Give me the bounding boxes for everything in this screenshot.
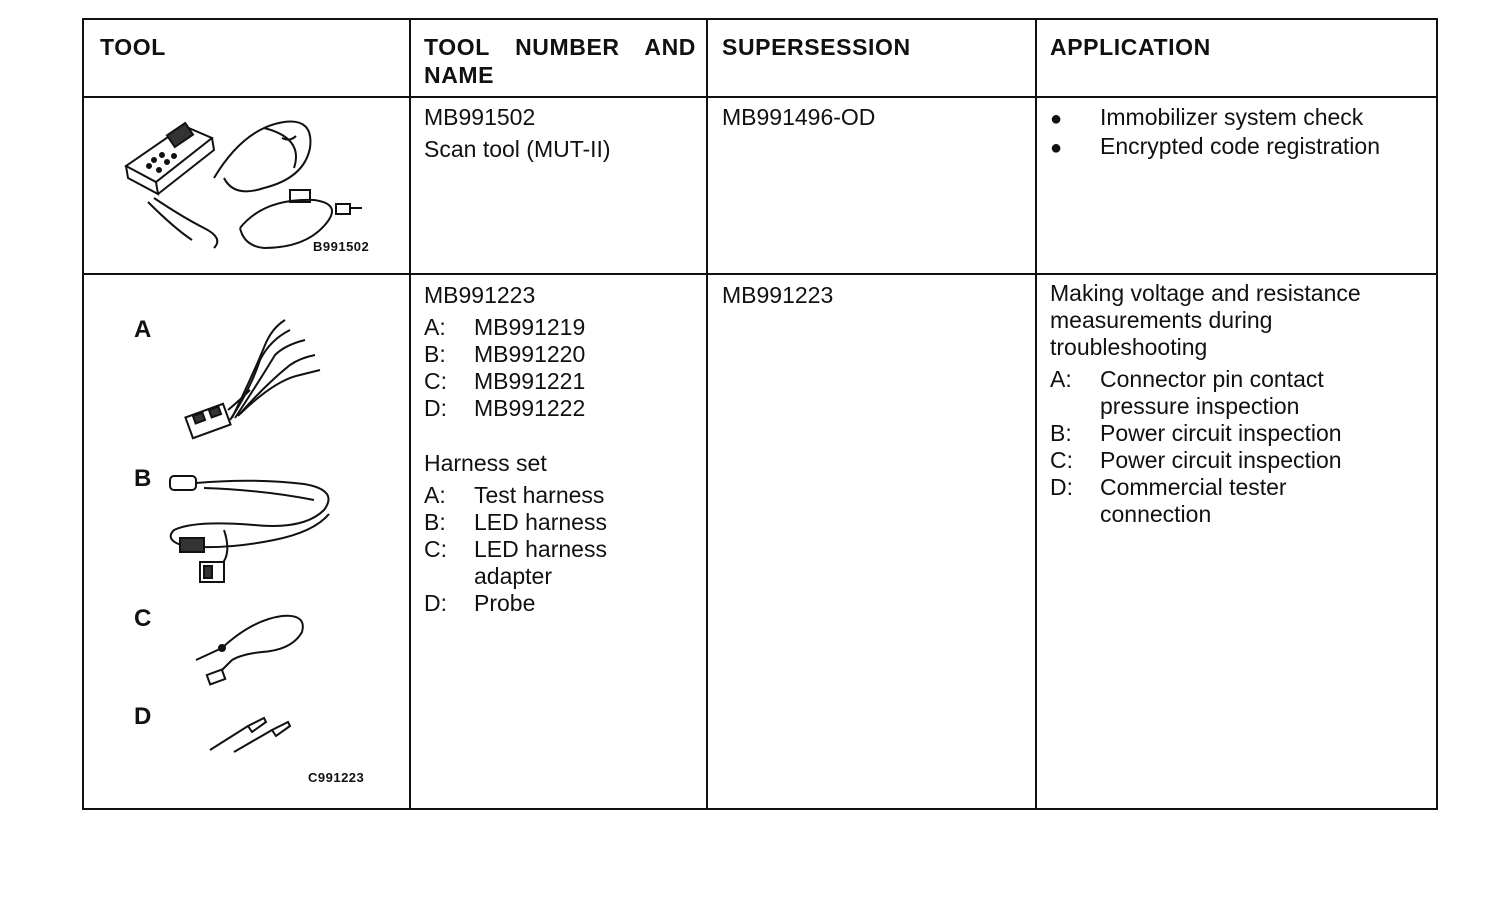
list-item: C: MB991221 [424,368,586,394]
application-cell [1050,280,1430,528]
supersession-value: MB991223 [722,282,834,308]
list-item: D: MB991222 [424,395,586,421]
image-letter-c: C [134,605,152,632]
row-divider [84,273,1436,275]
image-letter-b: B [134,465,152,492]
parts-list [424,314,696,422]
list-item: C: Power circuit inspection [1050,447,1342,473]
application-intro: Making voltage and resistance measurements during troubleshooting [1050,280,1361,360]
tool-number: MB991502 [424,104,536,130]
tool-number-and-name-cell [424,104,696,163]
list-item: ● Immobilizer system check [1050,104,1420,133]
list-item: ● Encrypted code registration [1050,133,1420,162]
bullet-icon: ● [1050,108,1063,130]
image-letter-d: D [134,703,152,730]
column-divider [706,20,708,808]
list-item-continuation: pressure inspection [1100,393,1300,419]
row-divider [84,96,1436,98]
probe-illustration [208,714,298,754]
image-code-c991223: C991223 [308,770,365,785]
list-item-continuation: connection [1100,501,1212,527]
set-name: Harness set [424,450,547,476]
list-item: B: LED harness [424,509,607,535]
scan-tool-illustration [114,108,374,258]
list-item: B: Power circuit inspection [1050,420,1342,446]
supersession-value: MB991496-OD [722,104,876,130]
list-item: C: LED harness [424,536,607,562]
tool-table [82,18,1438,810]
tool-number: MB991223 [424,282,536,308]
list-item: A: Connector pin contact [1050,366,1324,392]
list-item: A: MB991219 [424,314,586,340]
header-tool-number-and-name: TOOL NUMBER AND NAME [424,34,696,88]
column-divider [1035,20,1037,808]
list-item: A: Test harness [424,482,605,508]
image-letter-a: A [134,316,152,343]
application-list [1050,104,1420,162]
image-code-b991502: B991502 [313,239,370,254]
led-harness-illustration [164,470,344,590]
list-item: D: Commercial tester [1050,474,1287,500]
led-harness-adapter-illustration [192,610,312,690]
list-item-continuation: adapter [474,563,553,589]
tool-name: Scan tool (MUT-II) [424,136,611,162]
application-list [1050,366,1430,528]
header-supersession: SUPERSESSION [722,34,911,60]
tool-number-and-name-cell [424,282,696,617]
header-tool: TOOL [100,34,166,60]
list-item: B: MB991220 [424,341,586,367]
list-item: D: Probe [424,590,536,616]
bullet-icon: ● [1050,137,1063,159]
test-harness-illustration [180,310,330,445]
harness-list [424,482,696,617]
column-divider [409,20,411,808]
header-application: APPLICATION [1050,34,1211,60]
